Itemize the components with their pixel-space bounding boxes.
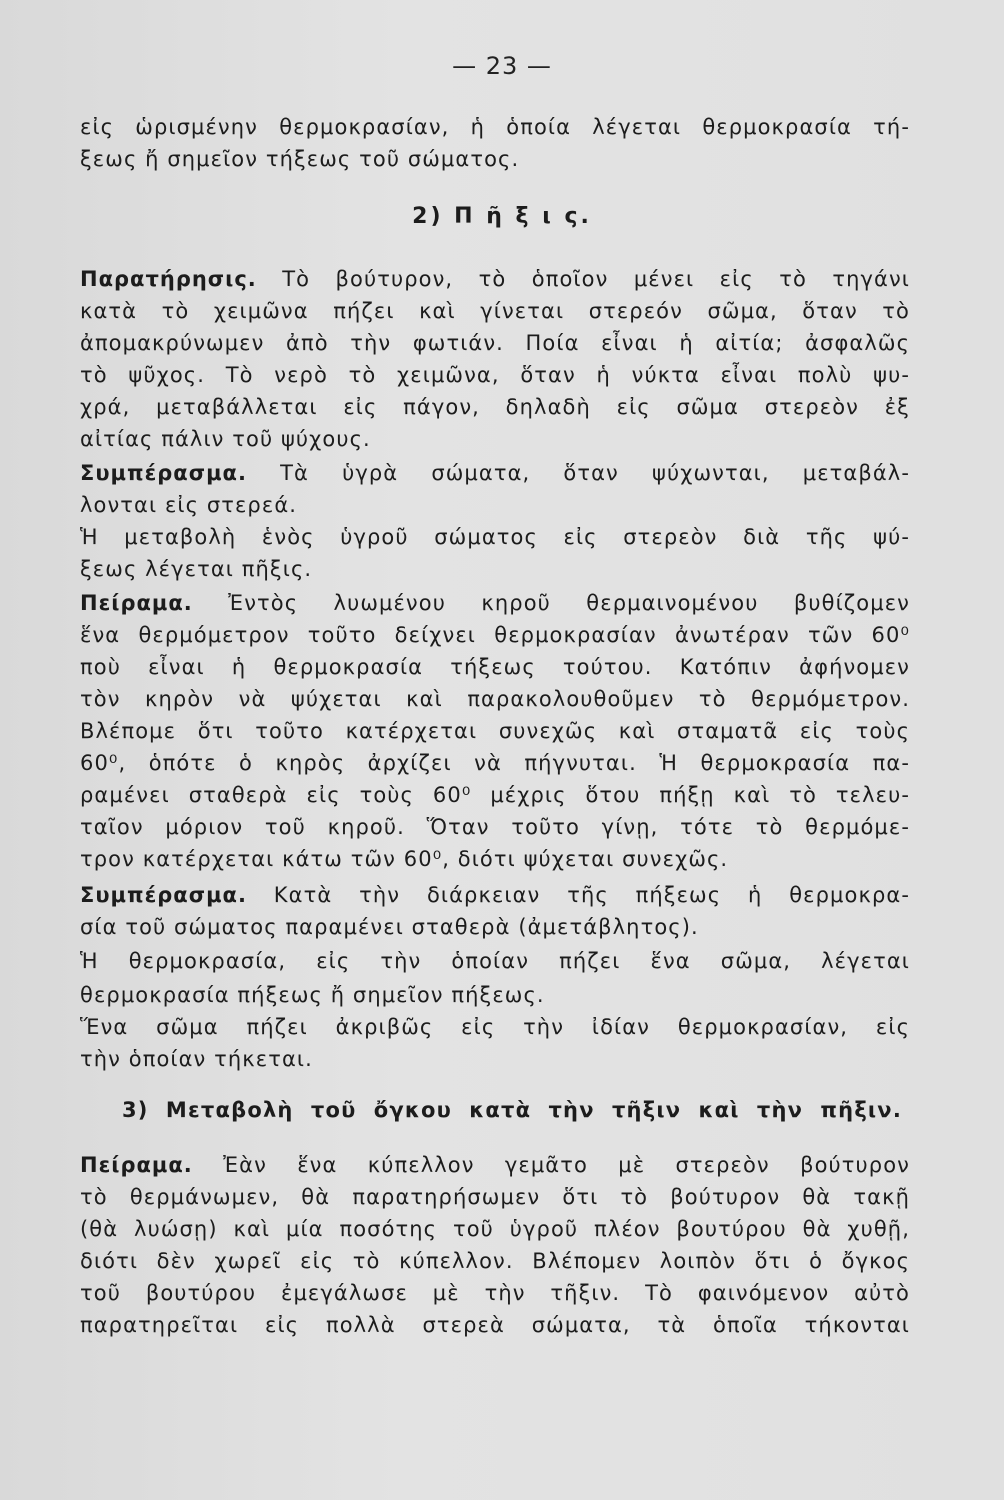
text-run: Ἐὰν ἕνα κύπελλον γεμᾶτο μὲ στερεὸν βούτυρον xyxy=(192,1153,910,1177)
text-line: παρατηρεῖται εἰς πολλὰ στερεὰ σώματα, τὰ ὁποῖα τήκονται xyxy=(80,1313,910,1337)
text-run: Ἐντὸς λυωμένου κηροῦ θερμαινομένου βυθίζομεν xyxy=(192,591,910,615)
text-line: κατὰ τὸ χειμῶνα πήζει καὶ γίνεται στερεόν σῶμα, ὅταν τὸ xyxy=(80,299,910,323)
text-run: Τὸ βούτυρον, τὸ ὁποῖον μένει εἰς τὸ τηγάνι xyxy=(256,267,910,291)
paragraph-experiment-first-line xyxy=(80,1150,910,1180)
section-heading-volume-change: 3) Μεταβολὴ τοῦ ὄγκου κατὰ τὴν τῆξιν καὶ τὴν πῆξιν. xyxy=(122,1098,902,1122)
text-line: Ἡ θερμοκρασία, εἰς τὴν ὁποίαν πήζει ἕνα σῶμα, λέγεται xyxy=(80,949,910,973)
paragraph-experiment-first-line xyxy=(80,588,910,618)
paragraph-label: Πείραμα. xyxy=(80,1153,193,1177)
paragraph-conclusion-first-line xyxy=(80,458,910,488)
text-line: ἀπομακρύνωμεν ἀπὸ τὴν φωτιάν. Ποία εἶναι ἡ αἰτία; ἀσφαλῶς xyxy=(80,331,910,355)
text-line: (θὰ λυώσῃ) καὶ μία ποσότης τοῦ ὑγροῦ πλέον βουτύρου θὰ χυθῇ, xyxy=(80,1217,910,1241)
text-line: ποὺ εἶναι ἡ θερμοκρασία τήξεως τούτου. Κατόπιν ἀφήνομεν xyxy=(80,655,910,679)
paragraph-observation-first-line xyxy=(80,264,910,294)
text-line: τὸ θερμάνωμεν, θὰ παρατηρήσωμεν ὅτι τὸ βούτυρον θὰ τακῇ xyxy=(80,1185,910,1209)
text-line: λονται εἰς στερεά. xyxy=(80,493,298,517)
text-run: Τὰ ὑγρὰ σώματα, ὅταν ψύχωνται, μεταβάλ- xyxy=(246,461,910,485)
text-line: θερμοκρασία πήξεως ἤ σημεῖον πήξεως. xyxy=(80,983,545,1007)
text-line: Ἡ μεταβολὴ ἑνὸς ὑγροῦ σώματος εἰς στερεὸν διὰ τῆς ψύ- xyxy=(80,525,910,549)
paragraph-conclusion-first-line xyxy=(80,880,910,910)
text-line: διότι δὲν χωρεῖ εἰς τὸ κύπελλον. Βλέπομεν λοιπὸν ὅτι ὁ ὄγκος xyxy=(80,1249,910,1273)
text-line: Βλέπομε ὅτι τοῦτο κατέρχεται συνεχῶς καὶ σταματᾶ εἰς τοὺς xyxy=(80,719,910,743)
text-line: χρά, μεταβάλλεται εἰς πάγον, δηλαδὴ εἰς σῶμα στερεὸν ἐξ xyxy=(80,395,910,419)
page-number: — 23 — xyxy=(452,52,552,80)
paragraph-label: Συμπέρασμα. xyxy=(80,883,247,907)
text-line: εἰς ὡρισμένην θερμοκρασίαν, ἡ ὁποία λέγεται θερμοκρασία τή- xyxy=(80,115,910,139)
text-line: αἰτίας πάλιν τοῦ ψύχους. xyxy=(80,427,371,451)
text-line: ξεως ἤ σημεῖον τήξεως τοῦ σώματος. xyxy=(80,147,520,171)
section-heading-pexis: 2) Π ῆ ξ ι ς. xyxy=(412,204,592,229)
paragraph-label: Παρατήρησις. xyxy=(80,267,257,291)
paragraph-label: Πείραμα. xyxy=(80,591,193,615)
text-line: τὴν ὁποίαν τήκεται. xyxy=(80,1047,313,1071)
text-line: τὸ ψῦχος. Τὸ νερὸ τὸ χειμῶνα, ὅταν ἡ νύκτα εἶναι πολὺ ψυ- xyxy=(80,363,910,387)
paragraph-label: Συμπέρασμα. xyxy=(80,461,247,485)
text-line: ξεως λέγεται πῆξις. xyxy=(80,557,313,581)
text-line: ραμένει σταθερὰ εἰς τοὺς 60⁰ μέχρις ὅτου πήξῃ καὶ τὸ τελευ- xyxy=(80,783,910,807)
text-line: τὸν κηρὸν νὰ ψύχεται καὶ παρακολουθοῦμεν τὸ θερμόμετρον. xyxy=(80,687,910,711)
text-line: τρον κατέρχεται κάτω τῶν 60⁰, διότι ψύχεται συνεχῶς. xyxy=(80,847,729,871)
text-line: ἕνα θερμόμετρον τοῦτο δείχνει θερμοκρασίαν ἀνωτέραν τῶν 60⁰ xyxy=(80,623,910,647)
text-line: ταῖον μόριον τοῦ κηροῦ. Ὅταν τοῦτο γίνῃ, τότε τὸ θερμόμε- xyxy=(80,815,910,839)
text-line: σία τοῦ σώματος παραμένει σταθερὰ (ἀμετάβλητος). xyxy=(80,915,699,939)
text-line: τοῦ βουτύρου ἐμεγάλωσε μὲ τὴν τῆξιν. Τὸ φαινόμενον αὐτὸ xyxy=(80,1281,910,1305)
text-line: 60⁰, ὁπότε ὁ κηρὸς ἀρχίζει νὰ πήγνυται. Ἡ θερμοκρασία πα- xyxy=(80,751,910,775)
text-line: Ἕνα σῶμα πήζει ἀκριβῶς εἰς τὴν ἰδίαν θερμοκρασίαν, εἰς xyxy=(80,1015,910,1039)
text-run: Κατὰ τὴν διάρκειαν τῆς πήξεως ἡ θερμοκρα- xyxy=(246,883,910,907)
